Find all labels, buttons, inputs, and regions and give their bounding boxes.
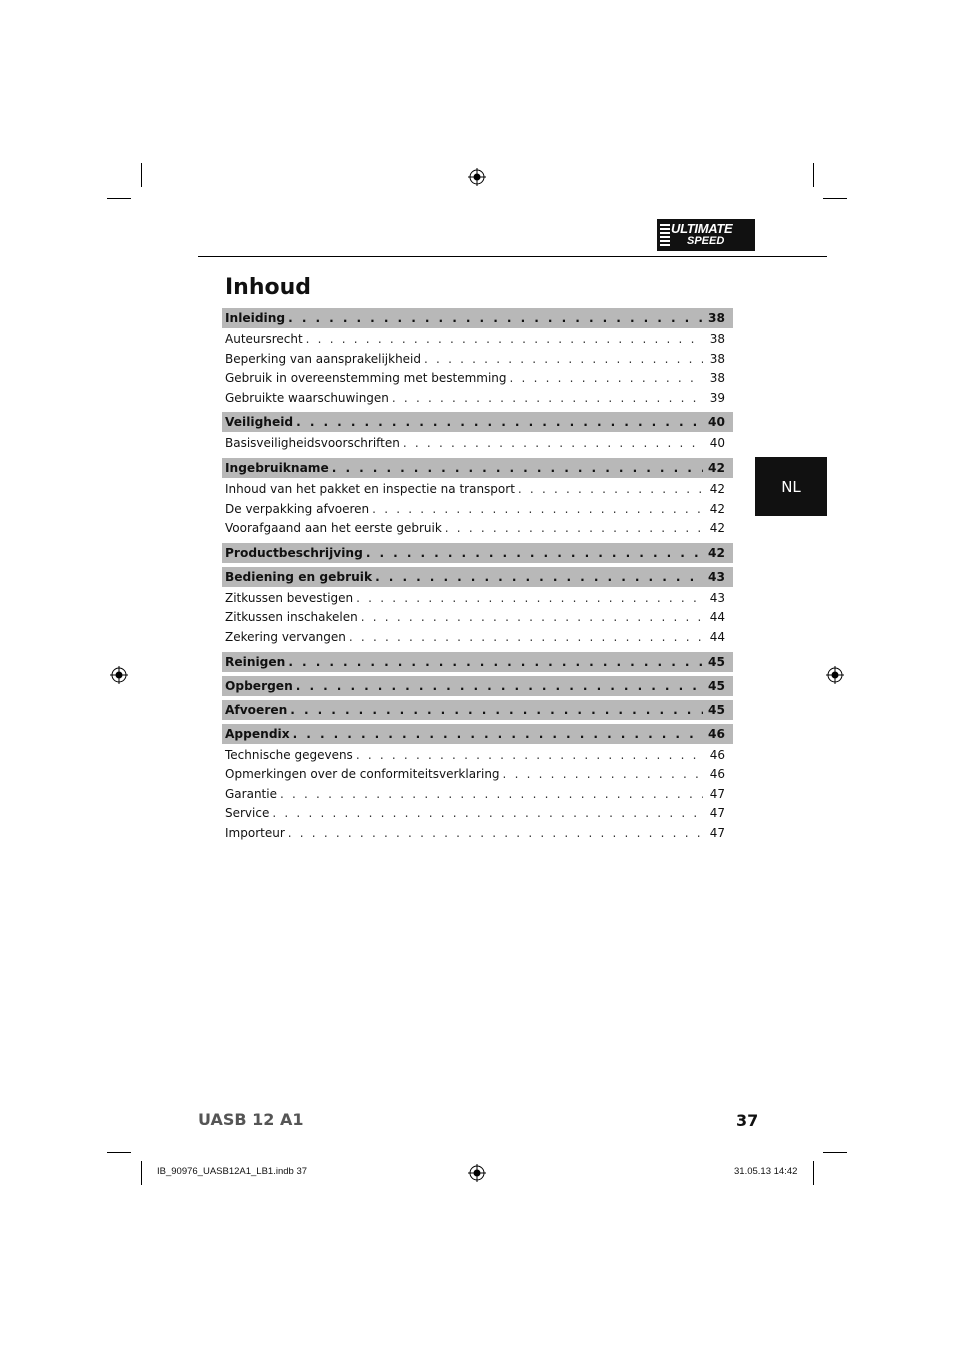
logo-stripes-icon: [660, 224, 670, 246]
toc-item-label: Garantie: [225, 786, 277, 801]
toc-section-row: [222, 308, 733, 328]
toc-page-number: 42: [708, 460, 725, 475]
toc-section-label: Veiligheid: [225, 415, 294, 430]
toc-page-number: 45: [708, 702, 725, 717]
toc-item-row: [222, 389, 733, 409]
toc-item-label: Opmerkingen over de conformiteitsverklaring: [225, 767, 500, 782]
toc-page-number: 45: [708, 654, 725, 669]
toc-item-row: [222, 369, 733, 389]
logo-line1: ULTIMATE: [671, 221, 733, 236]
toc-page-number: 38: [708, 311, 725, 325]
toc-leader-dots: [510, 369, 703, 389]
toc-item-label: Basisveiligheidsvoorschriften: [225, 436, 400, 451]
page-title: Inhoud: [225, 275, 312, 300]
toc-item-row: [222, 519, 733, 539]
toc-item-label: Zitkussen inschakelen: [225, 610, 358, 625]
toc-leader-dots: [366, 543, 703, 563]
toc-item-label: Importeur: [225, 825, 285, 840]
toc-page-number: 40: [709, 436, 725, 451]
toc-leader-dots: [296, 412, 703, 432]
toc-leader-dots: [356, 589, 703, 609]
toc-page-number: 39: [709, 390, 725, 405]
registration-mark-icon: [110, 666, 128, 684]
toc-leader-dots: [288, 652, 703, 672]
toc-page-number: 47: [709, 806, 725, 821]
toc-item-row: [222, 785, 733, 805]
toc-item-row: [222, 746, 733, 766]
crop-mark: [141, 1161, 142, 1185]
toc-leader-dots: [349, 628, 703, 648]
toc-item-row: [222, 608, 733, 628]
toc-section-label: Appendix: [225, 726, 290, 741]
toc-section-label: Inleiding: [225, 311, 286, 325]
toc-leader-dots: [372, 500, 703, 520]
footer-page-number: 37: [736, 1111, 759, 1130]
toc-section-label: Productbeschrijving: [225, 545, 363, 560]
toc-page-number: 42: [709, 481, 725, 496]
toc-section-label: Bediening en gebruik: [225, 569, 373, 584]
toc-section-label: Ingebruikname: [225, 460, 329, 475]
toc-leader-dots: [503, 765, 703, 785]
toc-page-number: 38: [709, 351, 725, 366]
toc-section-label: Afvoeren: [225, 702, 288, 717]
toc-item-row: [222, 824, 733, 844]
toc-section-row: [222, 724, 733, 744]
registration-mark-icon: [468, 1164, 486, 1182]
toc-page-number: 46: [709, 767, 725, 782]
toc-page-number: 42: [709, 521, 725, 536]
toc-item-label: Inhoud van het pakket en inspectie na transport: [225, 481, 515, 496]
table-of-contents: [222, 308, 733, 844]
toc-page-number: 42: [708, 545, 725, 560]
toc-leader-dots: [332, 458, 703, 478]
crop-mark: [823, 1152, 847, 1153]
toc-section-row: [222, 652, 733, 672]
registration-mark-icon: [468, 168, 486, 186]
toc-item-row: [222, 804, 733, 824]
toc-leader-dots: [280, 785, 703, 805]
toc-section-row: [222, 676, 733, 696]
toc-item-label: Gebruikte waarschuwingen: [225, 390, 389, 405]
toc-page-number: 46: [708, 726, 725, 741]
toc-item-label: Zitkussen bevestigen: [225, 590, 354, 605]
toc-section-row: [222, 543, 733, 563]
toc-item-label: Technische gegevens: [225, 747, 353, 762]
toc-page-number: 44: [709, 610, 725, 625]
footer-model: UASB 12 A1: [198, 1110, 304, 1129]
registration-mark-icon: [826, 666, 844, 684]
slug-file: IB_90976_UASB12A1_LB1.indb 37: [157, 1166, 308, 1177]
toc-page-number: 38: [709, 371, 725, 386]
toc-item-label: Gebruik in overeenstemming met bestemming: [225, 371, 507, 386]
crop-mark: [813, 1161, 814, 1185]
toc-leader-dots: [375, 567, 703, 587]
toc-section-row: [222, 458, 733, 478]
logo-line2: SPEED: [687, 235, 725, 247]
toc-item-row: [222, 350, 733, 370]
toc-leader-dots: [356, 746, 703, 766]
toc-leader-dots: [296, 676, 703, 696]
toc-leader-dots: [272, 804, 703, 824]
toc-section-row: [222, 567, 733, 587]
toc-leader-dots: [445, 519, 703, 539]
toc-leader-dots: [288, 308, 703, 328]
crop-mark: [823, 198, 847, 199]
toc-item-label: Auteursrecht: [225, 332, 303, 346]
toc-item-label: De verpakking afvoeren: [225, 501, 370, 516]
brand-logo: [657, 219, 755, 251]
toc-item-label: Beperking van aansprakelijkheid: [225, 351, 422, 366]
crop-mark: [141, 163, 142, 187]
toc-leader-dots: [361, 608, 703, 628]
crop-mark: [107, 198, 131, 199]
toc-leader-dots: [288, 824, 703, 844]
language-tab: NL: [755, 457, 827, 516]
toc-section-label: Reinigen: [225, 654, 286, 669]
header-rule: [198, 256, 827, 257]
toc-item-label: Zekering vervangen: [225, 629, 346, 644]
toc-item-label: Voorafgaand aan het eerste gebruik: [225, 521, 442, 536]
toc-section-label: Opbergen: [225, 678, 293, 693]
toc-leader-dots: [424, 350, 703, 370]
toc-item-row: [222, 434, 733, 454]
toc-section-row: [222, 700, 733, 720]
slug-datetime: 31.05.13 14:42: [734, 1166, 798, 1177]
toc-section-row: [222, 412, 733, 432]
toc-page-number: 42: [709, 501, 725, 516]
toc-leader-dots: [290, 700, 703, 720]
toc-item-row: [222, 628, 733, 648]
toc-leader-dots: [392, 389, 703, 409]
toc-page-number: 46: [709, 747, 725, 762]
toc-page-number: 44: [709, 629, 725, 644]
toc-leader-dots: [293, 724, 703, 744]
toc-item-row: [222, 480, 733, 500]
toc-item-label: Service: [225, 806, 270, 821]
toc-leader-dots: [518, 480, 703, 500]
toc-page-number: 43: [709, 590, 725, 605]
toc-item-row: [222, 330, 733, 350]
toc-page-number: 45: [708, 678, 725, 693]
toc-leader-dots: [403, 434, 703, 454]
toc-page-number: 47: [709, 786, 725, 801]
toc-page-number: 40: [708, 415, 725, 430]
crop-mark: [107, 1152, 131, 1153]
toc-item-row: [222, 589, 733, 609]
toc-page-number: 38: [709, 332, 725, 346]
toc-page-number: 47: [709, 825, 725, 840]
toc-page-number: 43: [708, 569, 725, 584]
toc-leader-dots: [306, 330, 703, 350]
crop-mark: [813, 163, 814, 187]
toc-item-row: [222, 500, 733, 520]
toc-item-row: [222, 765, 733, 785]
